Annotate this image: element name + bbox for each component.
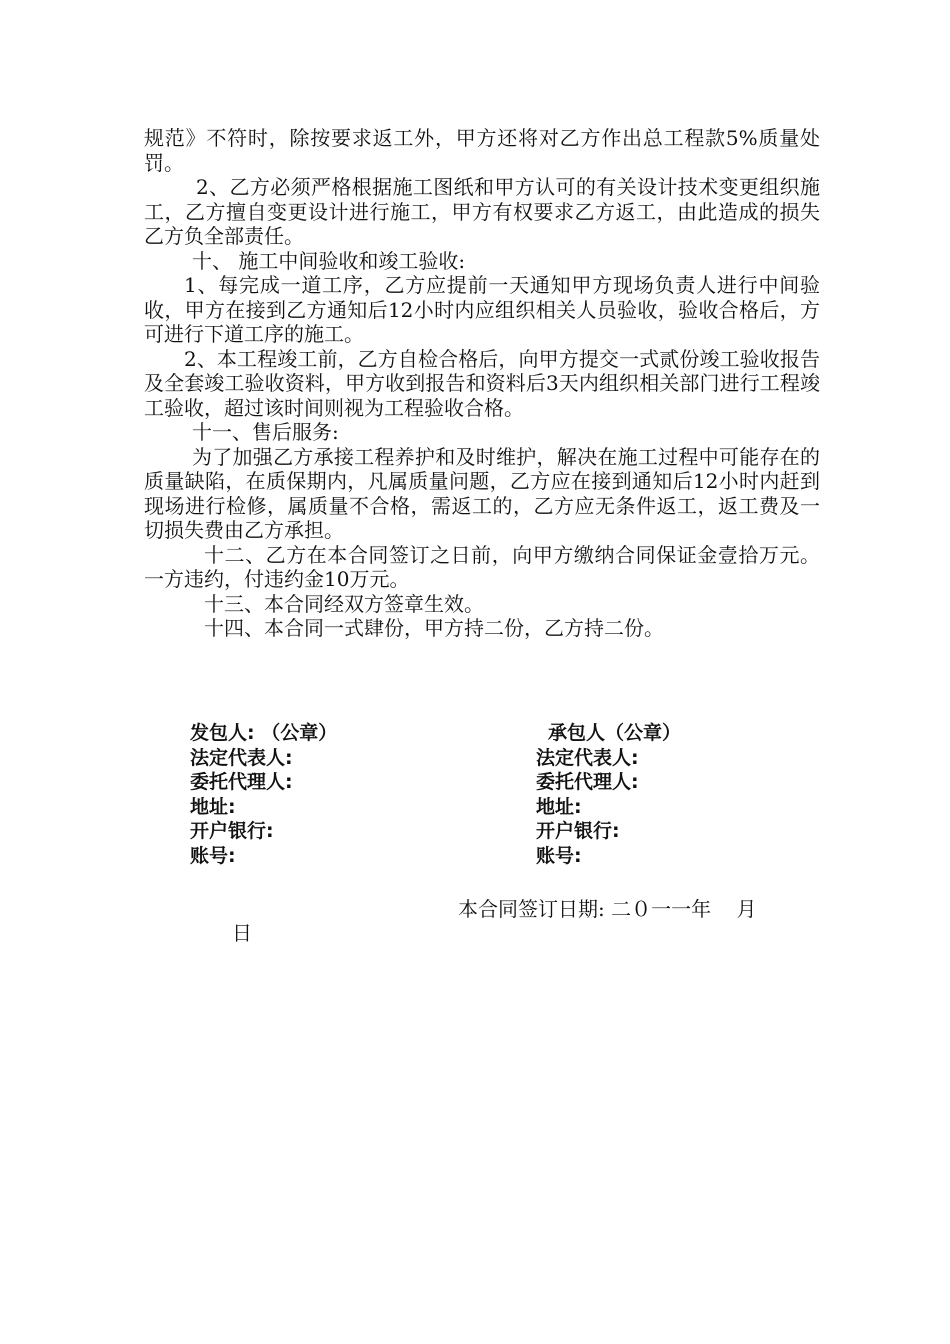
section-heading-acceptance: 十、 施工中间验收和竣工验收:: [192, 248, 466, 273]
employer-signature: [190, 721, 490, 869]
paragraph-after-sales: 为了加强乙方承接工程养护和及时维护，解决在施工过程中可能存在的质量缺陷，在质保期内，凡属质量问题，乙方应在接到通知后12小时内赶到现场进行检修，属质量不合格，需返工的，乙方应无条件返工，返工费及一切损失费由乙方承担。: [144, 444, 820, 542]
contractor-account-label: 账号:: [536, 844, 582, 867]
paragraph-deposit: 十二、乙方在本合同签订之日前，向甲方缴纳合同保证金壹拾万元。一方违约，付违约金10万元。: [144, 542, 820, 591]
paragraph-quality-penalty: 规范》不符时，除按要求返工外，甲方还将对乙方作出总工程款5%质量处罚。: [144, 126, 820, 175]
paragraph-design-change: 2、乙方必须严格根据施工图纸和甲方认可的有关设计技术变更组织施工，乙方擅自变更设计进行施工，甲方有权要求乙方返工，由此造成的损失乙方负全部责任。: [144, 175, 820, 248]
contractor-bank-label: 开户银行:: [536, 820, 620, 843]
contractor-party-label: 承包人（公章）: [548, 722, 682, 744]
sign-date-text: 本合同签订日期: 二０一一年 月: [458, 897, 757, 921]
contractor-signature: [536, 721, 836, 869]
sign-date-day: 日: [232, 921, 252, 945]
employer-agent-label: 委托代理人:: [190, 771, 293, 794]
employer-address-label: 地址:: [190, 795, 236, 818]
contractor-address-label: 地址:: [536, 795, 582, 818]
employer-bank-label: 开户银行:: [190, 820, 274, 843]
paragraph-completion-acceptance: 2、本工程竣工前，乙方自检合格后，向甲方提交一式贰份竣工验收报告及全套竣工验收资料，甲方收到报告和资料后3天内组织相关部门进行工程竣工验收，超过该时间则视为工程验收合格。: [144, 346, 820, 420]
paragraph-effective: 十三、本合同经双方签章生效。: [204, 591, 484, 616]
paragraph-copies: 十四、本合同一式肆份，甲方持二份，乙方持二份。: [204, 616, 664, 640]
contractor-legal-rep-label: 法定代表人:: [536, 746, 639, 769]
sign-date-label: [458, 897, 757, 921]
employer-party-label: 发包人: （公章）: [190, 722, 338, 744]
contract-body: [144, 126, 820, 641]
paragraph-intermediate-acceptance: 1、每完成一道工序，乙方应提前一天通知甲方现场负责人进行中间验收，甲方在接到乙方通知后12小时内应组织相关人员验收，验收合格后，方可进行下道工序的施工。: [144, 273, 820, 346]
contractor-agent-label: 委托代理人:: [536, 771, 639, 794]
section-heading-after-sales: 十一、售后服务:: [192, 420, 339, 444]
employer-legal-rep-label: 法定代表人:: [190, 746, 293, 769]
employer-account-label: 账号:: [190, 844, 236, 867]
